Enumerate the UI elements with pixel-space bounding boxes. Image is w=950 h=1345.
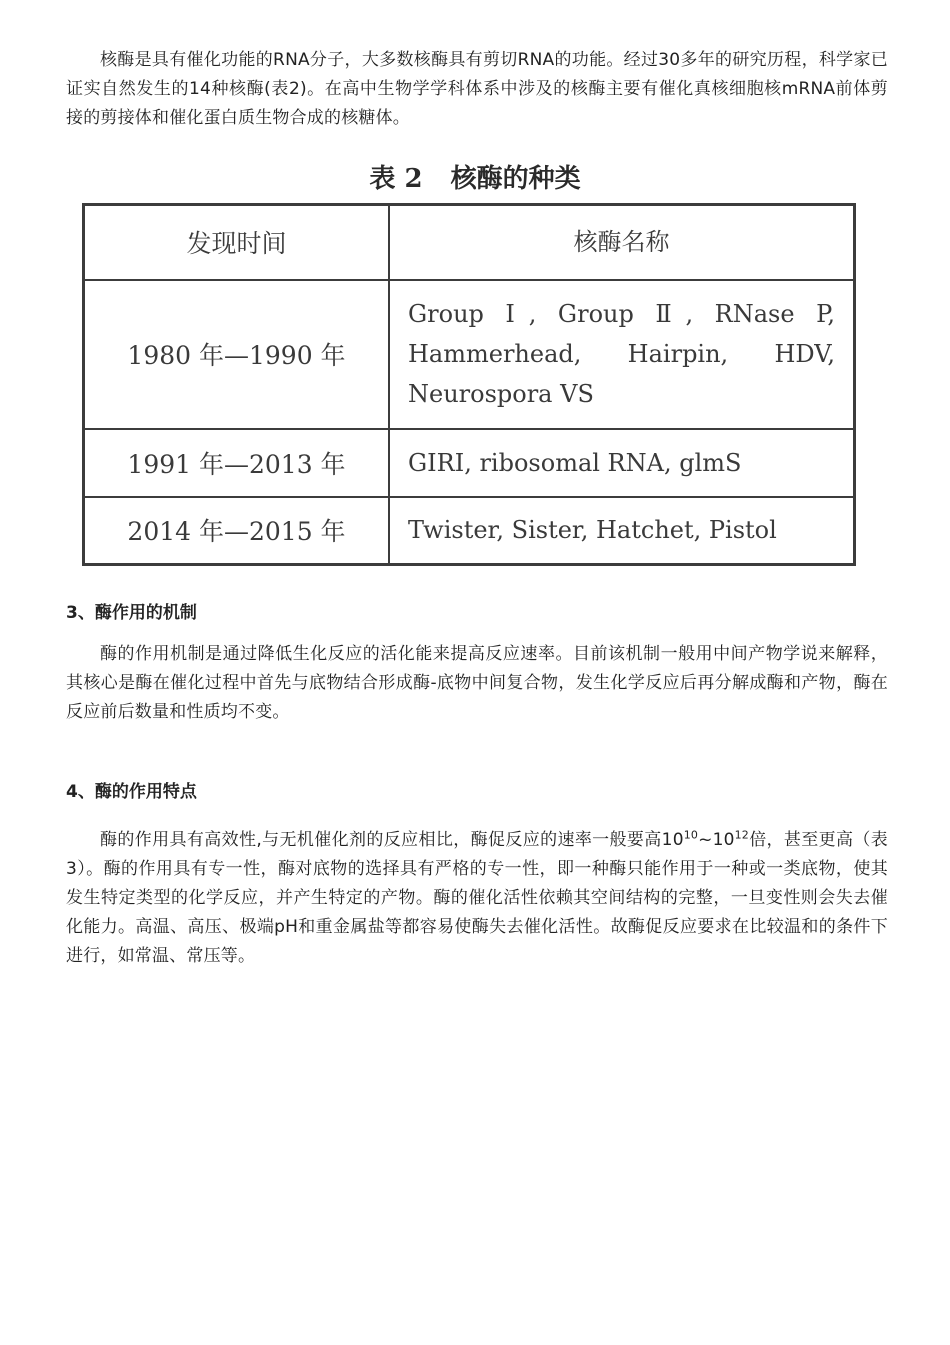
exponent-10: 10 [683,828,699,842]
section3-heading: 3、酶作用的机制 [66,603,197,623]
ribozyme-table [82,203,856,566]
table-caption [0,162,950,196]
cell-names: Twister, Sister, Hatchet, Pistol [389,497,855,565]
intro-paragraph: 核酶是具有催化功能的RNA分子，大多数核酶具有剪切RNA的功能。经过30多年的研究历程，科学家已证实自然发生的14种核酶(表2)。在高中生物学学科体系中涉及的核酶主要有催化真核细胞核mRNA前体剪接的剪接体和催化蛋白质生物合成的核糖体。 [66,50,888,128]
section4-text-c: 倍，甚至更高（表3）。酶的作用具有专一性，酶对底物的选择具有严格的专一性，即一种酶只能作用于一种或一类底物，使其发生特定类型的化学反应，并产生特定的产物。酶的催化活性依赖其空间结构的完整，一旦变性则会失去催化能力。高温、高压、极端pH和重金属盐等都容易使酶失去催化活性。故酶促反应要求在比较温和的条件下进行，如常温、常压等。 [66,830,888,966]
table-caption-number: 表 2 [369,164,423,194]
section4-text-b: ~10 [698,830,735,850]
table-row [84,497,855,565]
cell-time: 1980 年—1990 年 [84,280,390,429]
cell-time: 2014 年—2015 年 [84,497,390,565]
exponent-12: 12 [734,828,750,842]
section3-paragraph: 酶的作用机制是通过降低生化反应的活化能来提高反应速率。目前该机制一般用中间产物学说来解释，其核心是酶在催化过程中首先与底物结合形成酶-底物中间复合物，发生化学反应后再分解成酶和产物，酶在反应前后数量和性质均不变。 [66,644,888,722]
section4-heading: 4、酶的作用特点 [66,782,197,802]
table-header-row [84,205,855,280]
cell-names-text: Group Ⅰ, Group Ⅱ, RNase P, Hammerhead, Hairpin, HDV, Neurospora VS [408,300,835,408]
section4-paragraph [66,826,888,971]
cell-time: 1991 年—2013 年 [84,429,390,497]
table-caption-title: 核酶的种类 [450,164,581,194]
header-discovery-time: 发现时间 [84,205,390,280]
header-ribozyme-name: 核酶名称 [389,205,855,280]
cell-names: GIRI, ribosomal RNA, glmS [389,429,855,497]
cell-names [389,280,855,429]
section4-text-a: 酶的作用具有高效性,与无机催化剂的反应相比，酶促反应的速率一般要高10 [100,830,684,850]
table-row [84,429,855,497]
table-row [84,280,855,429]
